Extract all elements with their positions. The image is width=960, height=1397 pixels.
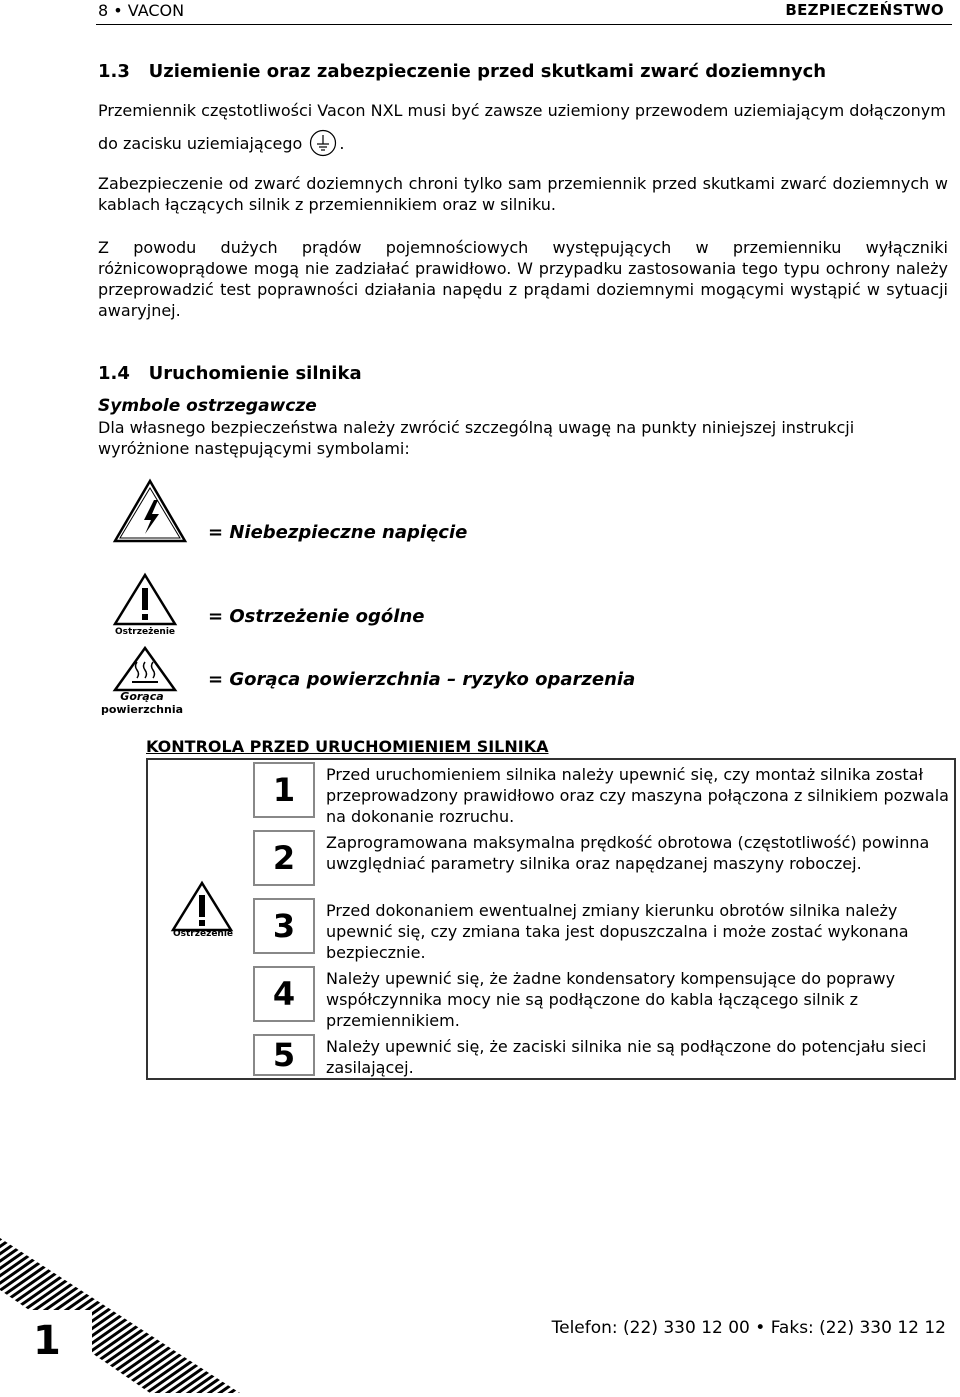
- checklist-item-text: Należy upewnić się, że żadne kondensatory kompensujące do poprawy współczynnika mocy nie są podłączone do kabla łączącego silnik z przemiennikiem.: [326, 969, 896, 1030]
- section-1-3-title: 1.3 Uziemienie oraz zabezpieczenie przed skutkami zwarć doziemnych: [98, 61, 827, 82]
- checklist-item-text: Przed uruchomieniem silnika należy upewnić się, czy montaż silnika został przeprowadzony prawidłowo oraz czy maszyna połączona z silnikiem pozwala na dokonanie rozruchu.: [326, 765, 949, 826]
- section-1-4-title: 1.4 Uruchomienie silnika: [98, 363, 362, 384]
- checklist-item-text: Zaprogramowana maksymalna prędkość obrotowa (częstotliwość) powinna uwzględniać parametry silnika oraz napędzanej maszyny roboczej.: [326, 833, 930, 873]
- symbol-high-voltage-label: = Niebezpieczne napięcie: [208, 522, 468, 543]
- header-rule: [96, 24, 952, 25]
- footer-contact: Telefon: (22) 330 12 00 • Faks: (22) 330 12 12: [551, 1318, 946, 1338]
- warning-caption: Ostrzeżenie: [114, 627, 176, 637]
- footer-chapter-number: 1: [33, 1318, 61, 1364]
- ground-terminal-icon: [309, 129, 337, 157]
- section-1-3-paragraph-3: Z powodu dużych prądów pojemnościowych występujących w przemienniku wyłączniki różnicowoprądowe mogą nie zadziałać prawidłowo. W przypadku zastosowania tego typu ochrony należy przeprowadzić test poprawności działania napędu z prądami doziemnymi mogącymi wystąpić w sytuacji awaryjnej.: [98, 238, 948, 320]
- section-1-3-paragraph-2: Zabezpieczenie od zwarć doziemnych chroni tylko sam przemiennik przed skutkami zwarć doziemnych w kablach łączących silnik z przemiennikiem oraz w silniku.: [98, 174, 948, 214]
- footer-corner-graphic: [0, 1230, 240, 1393]
- hot-surface-caption-line-2: powierzchnia: [100, 703, 184, 716]
- checklist-item-text: Należy upewnić się, że zaciski silnika nie są podłączone do potencjału sieci zasilającej.: [326, 1037, 927, 1077]
- header-section-name: BEZPIECZEŃSTWO: [785, 1, 944, 19]
- hot-surface-icon: [112, 646, 178, 692]
- hot-surface-caption-line-1: Gorąca: [120, 690, 164, 703]
- checklist-item-number: 1: [253, 762, 315, 818]
- checklist-warning-icon: [170, 880, 234, 934]
- paragraph-1-text: Przemiennik częstotliwości Vacon NXL musi być zawsze uziemiony przewodem uziemiającym dołączonym do zacisku uziemiającego: [98, 101, 946, 153]
- checklist-item-number: 3: [253, 898, 315, 954]
- checklist-warning-caption: Ostrzeżenie: [172, 929, 234, 939]
- checklist-item-number: 2: [253, 830, 315, 886]
- symbol-warning-label: = Ostrzeżenie ogólne: [208, 606, 425, 627]
- checklist-item-text: Przed dokonaniem ewentualnej zmiany kierunku obrotów silnika należy upewnić się, czy zmiana taka jest dopuszczalna i może zostać wykonana bezpiecznie.: [326, 901, 909, 962]
- paragraph-1-end: .: [339, 134, 345, 153]
- hot-surface-caption: [96, 690, 188, 716]
- high-voltage-icon: [112, 478, 188, 544]
- checklist-item-number: 4: [253, 966, 315, 1022]
- warning-icon: [112, 572, 178, 628]
- header-left: 8 • VACON: [98, 1, 185, 20]
- warning-symbols-intro: Dla własnego bezpieczeństwa należy zwrócić szczególną uwagę na punkty niniejszej instrukcji wyróżnione następującymi symbolami:: [98, 418, 855, 458]
- checklist-item-number: 5: [253, 1034, 315, 1076]
- section-1-3-paragraph-1: [98, 94, 948, 160]
- symbol-hot-surface-label: = Gorąca powierzchnia – ryzyko oparzenia: [208, 669, 636, 690]
- warning-symbols-subtitle: Symbole ostrzegawcze: [98, 396, 317, 416]
- checklist-title: KONTROLA PRZED URUCHOMIENIEM SILNIKA: [146, 737, 549, 756]
